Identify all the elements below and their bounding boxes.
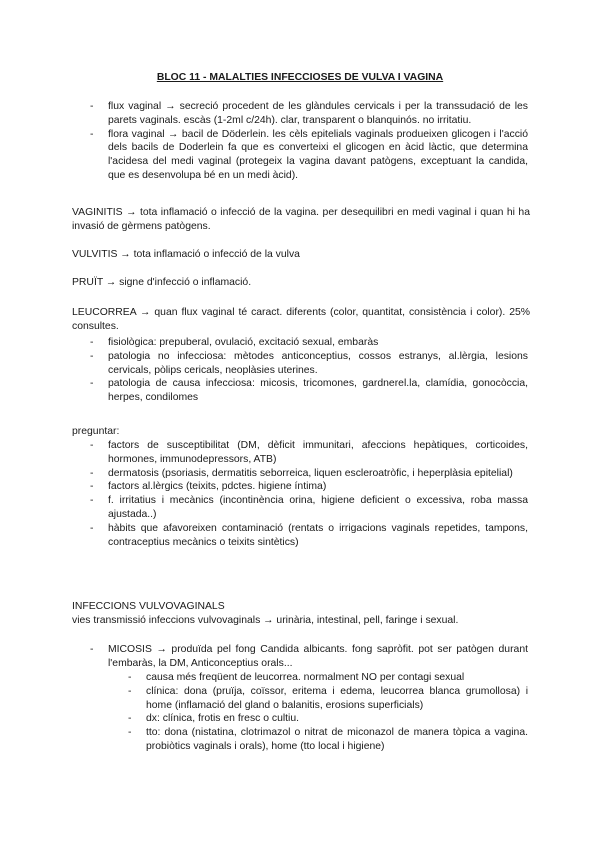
bullet-dash: - bbox=[128, 685, 132, 697]
preguntar-list bbox=[90, 439, 528, 549]
micosis-item-2: clínica: dona (pruïja, coïssor, eritema i edema, leucorrea blanca grumollosa) i home (inflamació del gland o balanitis, erosions superficials) bbox=[146, 685, 528, 711]
preguntar-label: preguntar: bbox=[72, 426, 120, 437]
list-item bbox=[90, 439, 528, 467]
micosis-item-1: causa més freqüent de leucorrea. normalment NO per contagi sexual bbox=[146, 672, 465, 683]
micosis-sublist bbox=[128, 671, 528, 754]
preguntar-item-2: dermatosis (psoriasis, dermatitis seborreica, liquen escleroatròfic, i heperplàsia epitelial) bbox=[108, 467, 513, 479]
list-item bbox=[128, 685, 528, 713]
vulvitis-paragraph: VULVITIS → tota inflamació o infecció de la vulva bbox=[72, 249, 300, 260]
bullet-dash: - bbox=[128, 713, 132, 725]
micosis-item-3: dx: clínica, frotis en fresc o cultiu. bbox=[146, 713, 300, 725]
list-item bbox=[128, 726, 528, 754]
list-item bbox=[90, 377, 528, 405]
bullet-dash: - bbox=[90, 467, 94, 479]
list-item bbox=[128, 712, 528, 726]
list-item bbox=[90, 522, 528, 550]
pruit-paragraph: PRUÏT → signe d'infecció o inflamació. bbox=[72, 277, 252, 288]
bullet-dash: - bbox=[128, 727, 132, 739]
leucorrea-item-3: patologia de causa infecciosa: micosis, tricomones, gardnerel.la, clamídia, gonocòccia, herpes, condilomes bbox=[108, 378, 528, 404]
leucorrea-paragraph: LEUCORREA → quan flux vaginal té caract. diferents (color, quantitat, consistència i color). 25% consultes. bbox=[72, 307, 530, 332]
intro-list bbox=[90, 100, 528, 183]
infeccions-subtitle: vies transmissió infeccions vulvovaginals → urinària, intestinal, pell, faringe i sexual. bbox=[72, 615, 459, 626]
infeccions-heading: INFECCIONS VULVOVAGINALS bbox=[72, 601, 225, 612]
bullet-dash: - bbox=[90, 495, 94, 507]
intro-flux-vaginal: flux vaginal → secreció procedent de les glàndules cervicals i per la transsudació de les parets vaginals. escàs (1-2ml c/24h). clar, transparent o blanquinós. no irritatiu. bbox=[108, 101, 528, 126]
list-item bbox=[90, 100, 528, 128]
list-item bbox=[90, 336, 528, 350]
micosis-paragraph: MICOSIS → produïda pel fong Candida albicants. fong sapròfit. pot ser patògen durant l'embaràs, la DM, Anticonceptius orals... bbox=[108, 644, 528, 669]
list-item bbox=[90, 467, 528, 481]
bullet-dash: - bbox=[90, 350, 94, 362]
bullet-dash: - bbox=[90, 101, 94, 112]
preguntar-item-3: factors al.lèrgics (teixits, pdctes. higiene íntima) bbox=[108, 481, 327, 493]
vaginitis-paragraph: VAGINITIS → tota inflamació o infecció de la vagina. per desequilibri en medi vaginal i quan hi ha invasió de gèrmens patògens. bbox=[72, 207, 530, 232]
micosis-item-4: tto: dona (nistatina, clotrimazol o nitrat de miconazol de manera tòpica a vagina. probiòtics vaginals i orals), home (tto local i higiene) bbox=[146, 727, 528, 752]
bullet-dash: - bbox=[90, 522, 94, 534]
bullet-dash: - bbox=[90, 481, 94, 493]
leucorrea-item-2: patologia no infecciosa: mètodes anticonceptius, cossos estranys, al.lèrgia, lesions cervicals, pòlips cericals, neoplàsies uterines. bbox=[108, 350, 528, 376]
list-item bbox=[90, 643, 528, 671]
bullet-dash: - bbox=[90, 128, 94, 140]
bullet-dash: - bbox=[90, 644, 94, 655]
page-title: BLOC 11 - MALALTIES INFECCIOSES DE VULVA I VAGINA bbox=[156, 72, 444, 83]
bullet-dash: - bbox=[90, 378, 94, 390]
intro-flora-vaginal: flora vaginal → bacil de Döderlein. les cèls epitelials vaginals produeixen glicogen i l'acció dels bacils de Doderlein fa que es converteixi el glicogen en àcid làctic, que determina l'acidesa del medi vaginal (protegeix la vagina davant patògens, exceptuant la candida, que es desenvolupa bé en un medi àcid). bbox=[108, 128, 528, 181]
list-item bbox=[90, 480, 528, 494]
leucorrea-item-1: fisiològica: prepuberal, ovulació, excitació sexual, embaràs bbox=[108, 337, 379, 348]
list-item bbox=[90, 128, 528, 183]
list-item bbox=[128, 671, 528, 685]
list-item bbox=[90, 350, 528, 378]
bullet-dash: - bbox=[90, 337, 94, 348]
preguntar-item-1: factors de susceptibilitat (DM, dèficit immunitari, afeccions hepàtiques, corticoides, hormones, immunodepressors, ATB) bbox=[108, 440, 528, 465]
list-item bbox=[90, 494, 528, 522]
preguntar-item-5: hàbits que afavoreixen contaminació (rentats o irrigacions vaginals repetides, tampons, contraceptius mecànics o teixits sintètics) bbox=[108, 522, 528, 548]
preguntar-item-4: f. irritatius i mecànics (incontinència orina, higiene deficient o excessiva, roba massa ajustada..) bbox=[108, 495, 528, 520]
micosis-list bbox=[90, 643, 528, 671]
bullet-dash: - bbox=[128, 672, 132, 683]
bullet-dash: - bbox=[90, 440, 94, 451]
leucorrea-list bbox=[90, 336, 528, 405]
